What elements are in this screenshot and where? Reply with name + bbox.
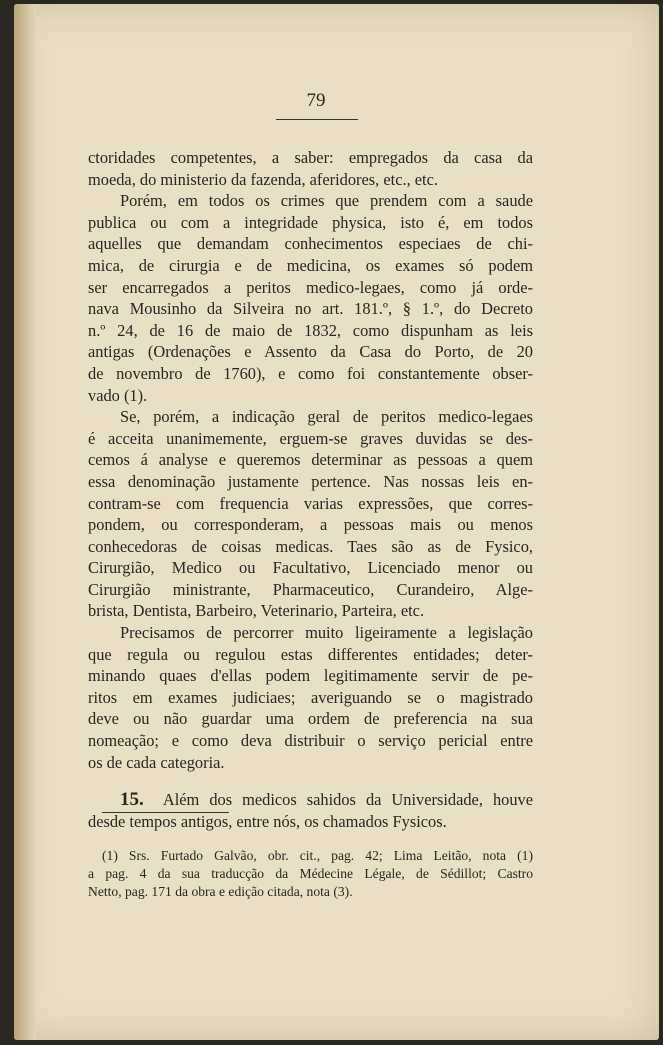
page-number-rule [276, 119, 358, 120]
page-gutter [14, 4, 36, 1040]
text-line: n.º 24, de 16 de maio de 1832, como dispunham as leis [88, 320, 533, 340]
text-line: os de cada categoria. [88, 752, 225, 772]
text-line: ser encarregados a peritos medico-legaes, como já orde- [88, 277, 533, 297]
text-line: publica ou com a integridade physica, isto é, em todos [88, 212, 533, 232]
text-line: desde tempos antigos, entre nós, os chamados Fysicos. [88, 811, 447, 831]
text-line: vado (1). [88, 385, 148, 405]
text-line: Cirurgião, Medico ou Facultativo, Licenciado menor ou [88, 558, 533, 578]
text-line: de novembro de 1760), e como foi constantemente obser- [88, 363, 533, 383]
section-text: Além dos medicos sahidos da Universidade, houve [162, 790, 533, 810]
footnote-line: a pag. 4 da sua traducção da Médecine Légale, de Sédillot; Castro [88, 866, 533, 881]
text-line: antigas (Ordenações e Assento da Casa do Porto, de 20 [88, 342, 533, 362]
section-number: 15. [120, 789, 144, 811]
footnote-rule [102, 812, 229, 813]
text-line: ritos em exames judiciaes; averiguando se o magistrado [88, 687, 533, 707]
text-line: Cirurgião ministrante, Pharmaceutico, Curandeiro, Alge- [88, 579, 533, 599]
text-line: ctoridades competentes, a saber: empregados da casa da [88, 148, 533, 167]
text-line: Se, porém, a indicação geral de peritos medico-legaes [120, 407, 533, 427]
text-line: nomeação; e como deva distribuir o serviço pericial entre [88, 731, 533, 751]
text-line: conhecedoras de coisas medicas. Taes são as de Fysico, [88, 536, 533, 556]
text-line: é acceita unanimemente, erguem-se graves duvidas se des- [88, 428, 533, 448]
text-line: mica, de cirurgia e de medicina, os exames só podem [88, 255, 533, 275]
text-line: deve ou não guardar uma ordem de preferencia na sua [88, 709, 533, 729]
footnote [88, 847, 533, 901]
section-first-line [88, 789, 533, 811]
text-line: brista, Dentista, Barbeiro, Veterinario, Parteira, etc. [88, 601, 425, 621]
book-page [14, 4, 659, 1040]
section-gap [88, 773, 533, 789]
text-line: que regula ou regulou estas differentes entidades; deter- [88, 644, 533, 664]
footnote-line: (1) Srs. Furtado Galvão, obr. cit., pag. 42; Lima Leitão, nota (1) [102, 848, 533, 863]
text-line: contram-se com frequencia varias expressões, que corres- [88, 493, 533, 513]
body-text [88, 147, 533, 832]
text-line: nava Mousinho da Silveira no art. 181.º, § 1.º, do Decreto [88, 299, 533, 319]
page-number: 79 [306, 90, 326, 111]
text-line: aquelles que demandam conhecimentos especiaes de chi- [88, 234, 533, 254]
text-line: Porém, em todos os crimes que prendem com a saude [120, 191, 533, 211]
text-line: pondem, ou corresponderam, a pessoas mais ou menos [88, 515, 533, 535]
text-line: minando quaes d'ellas podem legitimamente servir de pe- [88, 666, 533, 686]
text-line: cemos á analyse e queremos determinar as pessoas a quem [88, 450, 533, 470]
text-line: Precisamos de percorrer muito ligeiramente a legislação [120, 623, 533, 643]
text-line: moeda, do ministerio da fazenda, aferidores, etc., etc. [88, 169, 438, 189]
footnote-line: Netto, pag. 171 da obra e edição citada, nota (3). [88, 884, 353, 899]
text-line: essa denominação justamente pertence. Nas nossas leis en- [88, 471, 533, 491]
